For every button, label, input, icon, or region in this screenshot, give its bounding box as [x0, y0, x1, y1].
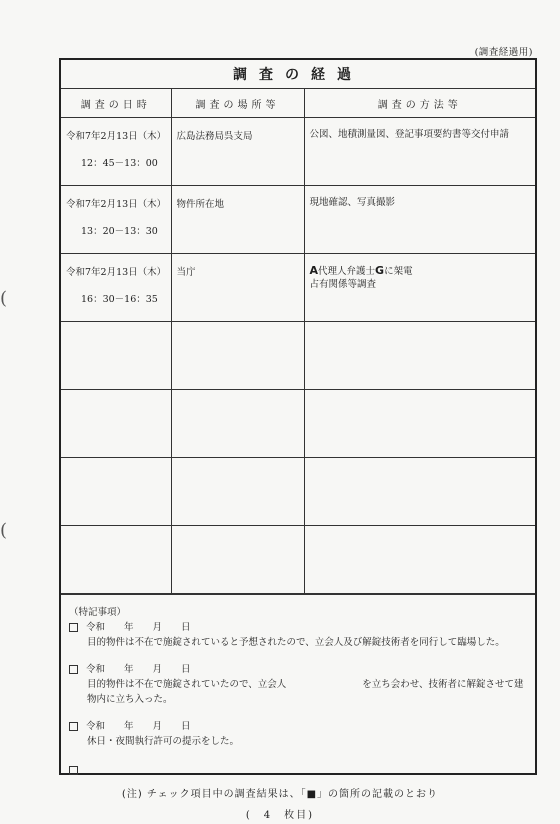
table-row: [61, 526, 535, 594]
cell-method: [304, 390, 535, 458]
cell-date: [61, 390, 171, 458]
note-date-line: 令和 年 月 日: [86, 721, 191, 732]
cell-date: [61, 526, 171, 594]
time-text: 12：45－13：00: [81, 158, 158, 169]
date-text: 令和7年2月13日（木）: [66, 131, 167, 142]
header-place: 調査の場所等: [171, 89, 304, 118]
method-line: 現地確認、写真撮影: [309, 197, 396, 208]
page-number: ( 4 枚目): [245, 810, 315, 821]
note-date-line: 令和 年 月 日: [86, 664, 191, 675]
date-text: 令和7年2月13日（木）: [66, 267, 167, 278]
time-text: 13：20－13：30: [81, 226, 158, 237]
cell-date: [61, 186, 171, 254]
note-item: [69, 719, 525, 749]
note-item: [69, 763, 525, 775]
cell-place: 広島法務局呉支局: [171, 118, 304, 186]
cell-method: [304, 526, 535, 594]
punch-hole-mark: (: [0, 520, 8, 541]
investigation-table: [61, 89, 535, 594]
note-item: [69, 662, 525, 707]
note-checkbox[interactable]: [69, 665, 78, 674]
table-row: [61, 322, 535, 390]
cell-place: [171, 526, 304, 594]
header-method: 調査の方法等: [304, 89, 535, 118]
note-text: 物内に立ち入った。: [87, 694, 173, 705]
cell-place: 物件所在地: [171, 186, 304, 254]
date-text: 令和7年2月13日（木）: [66, 199, 167, 210]
form-title: 調査の経過: [61, 60, 535, 89]
footer-note: (注) チェック項目中の調査結果は、「■」の箇所の記載のとおり: [121, 789, 439, 800]
note-checkbox[interactable]: [69, 766, 78, 775]
note-date-line: 令和 年 月 日: [86, 622, 191, 633]
time-text: 16：30－16：35: [81, 294, 158, 305]
form-type-label: (調査経過用): [474, 47, 533, 58]
note-text: 目的物件は不在で施錠されていると予想されたので、立会人及び解錠技術者を同行して臨場した。: [87, 637, 505, 648]
cell-method: [304, 186, 535, 254]
table-row: [61, 118, 535, 186]
note-text: 目的物件は不在で施錠されていたので、立会人 を立ち会わせ、技術者に解錠させて建: [87, 679, 524, 690]
method-line: 公図、地積測量図、登記事項要約書等交付申請: [309, 129, 510, 140]
note-checkbox[interactable]: [69, 623, 78, 632]
table-row: [61, 254, 535, 322]
cell-date: [61, 458, 171, 526]
table-row: [61, 186, 535, 254]
cell-date: [61, 254, 171, 322]
cell-date: [61, 118, 171, 186]
cell-method: [304, 254, 535, 322]
method-line: A代理人弁護士Gに架電: [309, 264, 413, 277]
cell-place: 当庁: [171, 254, 304, 322]
punch-hole-mark: (: [0, 288, 8, 309]
table-row: [61, 390, 535, 458]
special-notes: [61, 594, 535, 775]
cell-method: [304, 458, 535, 526]
header-date: 調査の日時: [61, 89, 171, 118]
cell-date: [61, 322, 171, 390]
cell-method: [304, 322, 535, 390]
method-line: 占有関係等調査: [309, 279, 377, 290]
table-row: [61, 458, 535, 526]
notes-heading: （特記事項）: [69, 607, 127, 618]
note-checkbox[interactable]: [69, 722, 78, 731]
cell-method: [304, 118, 535, 186]
investigation-form: [59, 58, 537, 775]
table-header-row: [61, 89, 535, 118]
note-item: [69, 620, 525, 650]
cell-place: [171, 390, 304, 458]
cell-place: [171, 322, 304, 390]
note-text: 休日・夜間執行許可の提示をした。: [87, 736, 240, 747]
cell-place: [171, 458, 304, 526]
